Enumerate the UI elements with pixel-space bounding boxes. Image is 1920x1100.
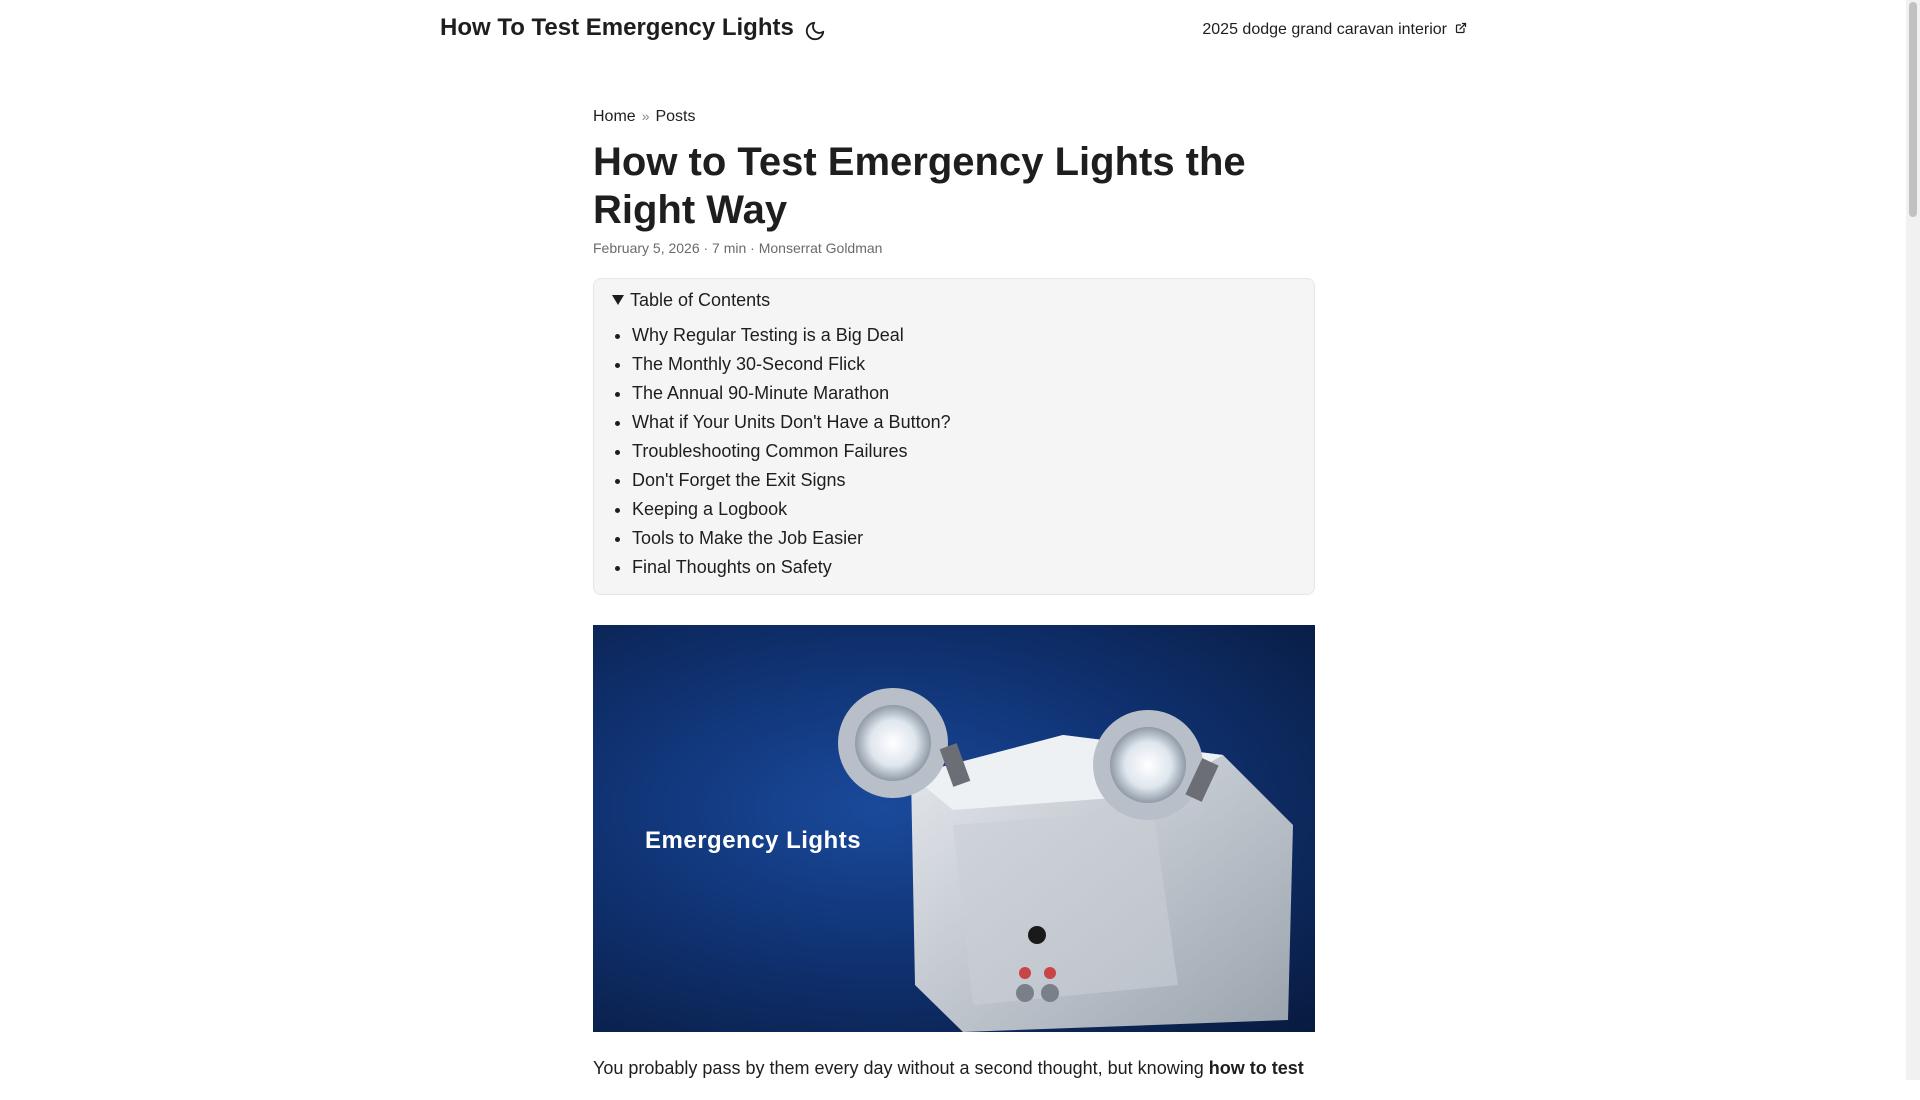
intro-bold: how to test bbox=[1208, 1058, 1304, 1078]
intro-paragraph bbox=[593, 1054, 1315, 1082]
toc-summary-label: Table of Contents bbox=[630, 289, 771, 310]
breadcrumb-separator: » bbox=[641, 108, 650, 124]
list-item bbox=[632, 350, 1296, 379]
scrollbar-thumb[interactable] bbox=[1909, 2, 1917, 217]
external-link-icon bbox=[1455, 21, 1467, 39]
cover-label: Emergency Lights bbox=[645, 827, 862, 854]
toc-link[interactable]: Why Regular Testing is a Big Deal bbox=[632, 325, 904, 345]
toc-link[interactable]: Keeping a Logbook bbox=[632, 499, 788, 519]
moon-icon[interactable] bbox=[804, 20, 826, 42]
toc-link[interactable]: Troubleshooting Common Failures bbox=[632, 441, 908, 461]
list-item bbox=[632, 437, 1296, 466]
cover-image bbox=[593, 625, 1315, 1032]
list-item bbox=[632, 408, 1296, 437]
list-item bbox=[632, 553, 1296, 582]
toc-toggle[interactable] bbox=[612, 289, 1296, 311]
post-main bbox=[593, 108, 1315, 1100]
breadcrumb-posts[interactable]: Posts bbox=[655, 108, 696, 125]
toc-link[interactable]: What if Your Units Don't Have a Button? bbox=[632, 412, 951, 432]
list-item bbox=[632, 466, 1296, 495]
page-title: How to Test Emergency Lights the Right Way bbox=[593, 140, 1246, 232]
toc-link[interactable]: Final Thoughts on Safety bbox=[632, 557, 832, 577]
list-item bbox=[632, 495, 1296, 524]
breadcrumb-home[interactable]: Home bbox=[593, 108, 636, 125]
site-header bbox=[0, 0, 1920, 60]
list-item bbox=[632, 524, 1296, 553]
table-of-contents bbox=[593, 278, 1315, 595]
toc-list bbox=[612, 321, 1296, 582]
triangle-down-icon bbox=[612, 295, 624, 305]
breadcrumb bbox=[593, 108, 1315, 132]
post-meta: February 5, 2026 · 7 min · Monserrat Goldman bbox=[593, 240, 883, 256]
toc-link[interactable]: Don't Forget the Exit Signs bbox=[632, 470, 846, 490]
toc-link[interactable]: Tools to Make the Job Easier bbox=[632, 528, 864, 548]
page-scrollbar[interactable] bbox=[1906, 0, 1920, 1080]
intro-plain: You probably pass by them every day without a second thought, but knowing bbox=[593, 1058, 1209, 1078]
external-menu-link[interactable] bbox=[1202, 21, 1467, 39]
emergency-light-unit bbox=[593, 625, 1315, 1032]
site-logo[interactable]: How To Test Emergency Lights bbox=[440, 14, 794, 41]
external-menu-link-label: 2025 dodge grand caravan interior bbox=[1202, 21, 1447, 38]
toc-link[interactable]: The Monthly 30-Second Flick bbox=[632, 354, 866, 374]
list-item bbox=[632, 321, 1296, 350]
list-item bbox=[632, 379, 1296, 408]
toc-link[interactable]: The Annual 90-Minute Marathon bbox=[632, 383, 890, 403]
